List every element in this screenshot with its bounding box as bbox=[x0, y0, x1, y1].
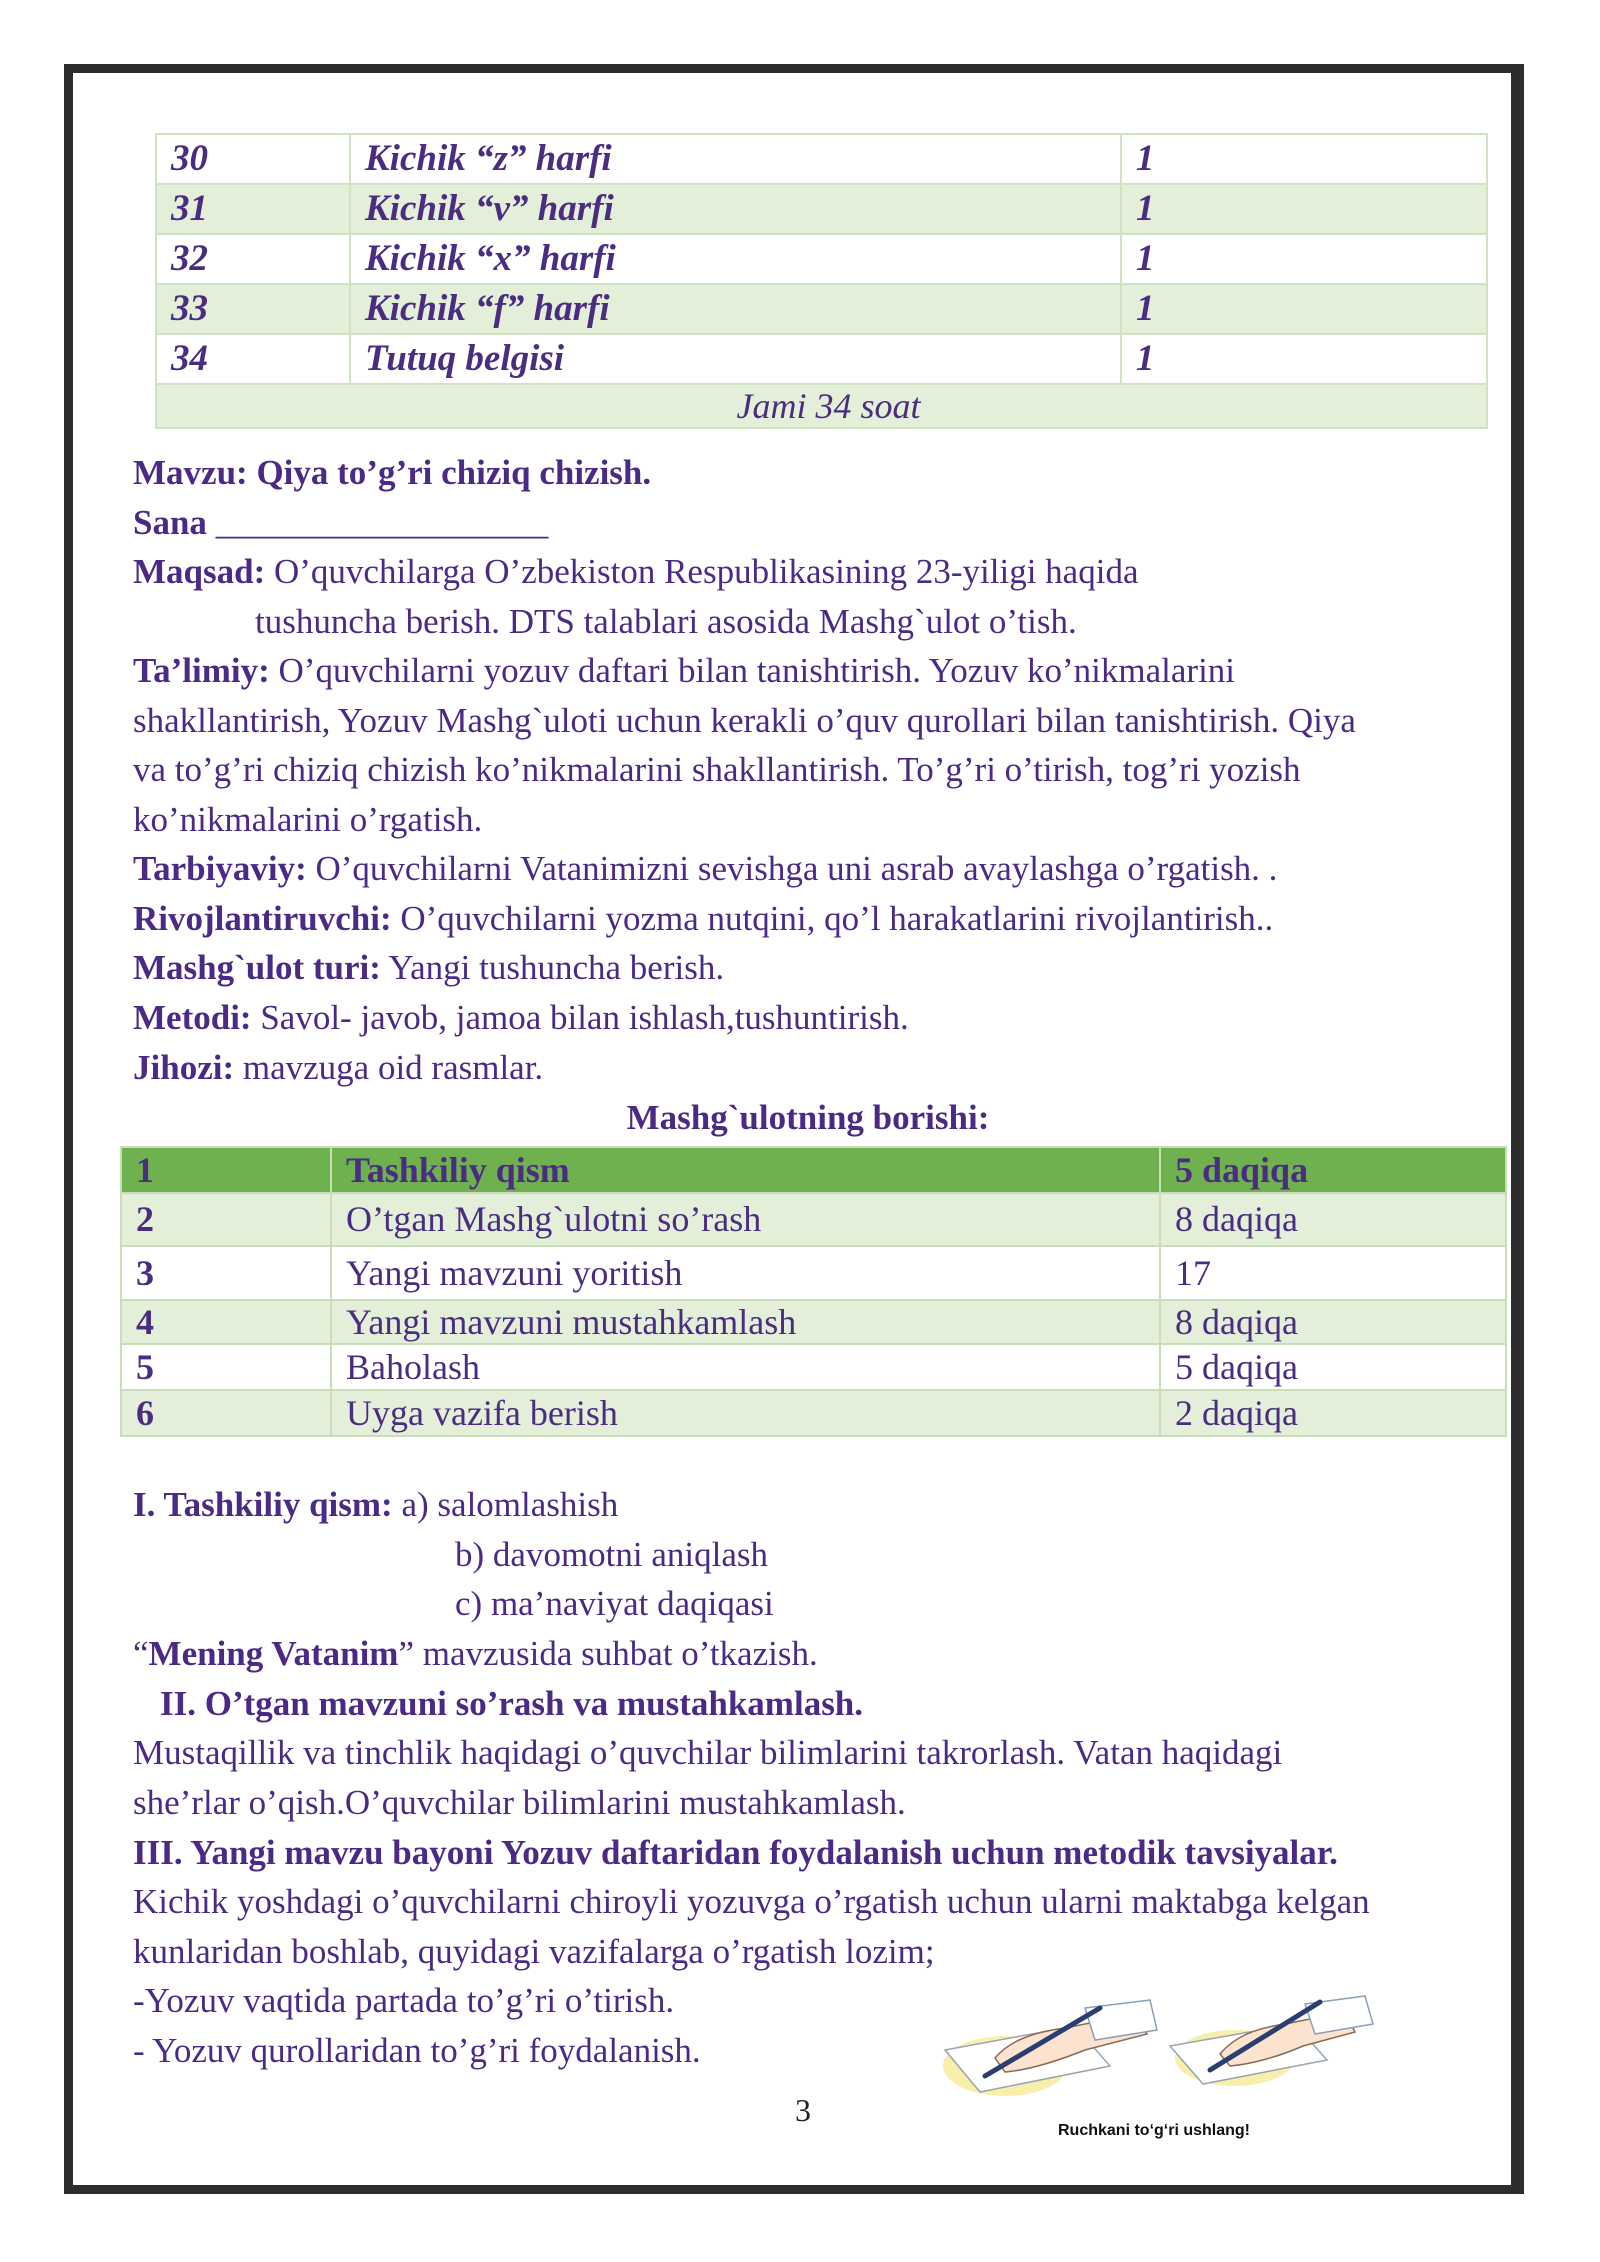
educational-text-4: ko’nikmalarini o’rgatish. bbox=[133, 800, 483, 839]
section-1-item-a: a) salomlashish bbox=[401, 1485, 619, 1524]
row-topic: Kichik “x” harfi bbox=[350, 234, 1121, 284]
table-row bbox=[121, 1193, 1506, 1246]
homeland-line bbox=[133, 1629, 818, 1679]
upbringing-text: O’quvchilarni Vatanimizni sevishga uni asrab avaylashga o’rgatish. . bbox=[315, 849, 1278, 888]
total-hours: Jami 34 soat bbox=[156, 384, 1487, 428]
section-3-item-2: - Yozuv qurollaridan to’g’ri foydalanish. bbox=[133, 2031, 701, 2070]
stage-time: 2 daqiqa bbox=[1160, 1390, 1506, 1436]
educational-text-2: shakllantirish, Yozuv Mashg`uloti uchun kerakli o’quv qurollari bilan tanishtirish. Qiya bbox=[133, 701, 1356, 740]
topic-line bbox=[133, 448, 651, 498]
goal-text-1: O’quvchilarga O’zbekiston Respublikasining 23-yiligi haqida bbox=[274, 552, 1139, 591]
row-topic: Kichik “z” harfi bbox=[350, 134, 1121, 184]
section-3-item-1: -Yozuv vaqtida partada to’g’ri o’tirish. bbox=[133, 1981, 675, 2020]
section-1-title: I. Tashkiliy qism: bbox=[133, 1485, 393, 1524]
illustration-caption: Ruchkani to‘g‘ri ushlang! bbox=[1058, 2122, 1251, 2139]
date-label: Sana bbox=[133, 503, 207, 542]
page-number: 3 bbox=[795, 2092, 811, 2128]
section-1-item-c: c) ma’naviyat daqiqasi bbox=[455, 1584, 774, 1623]
homeland-text: ” mavzusida suhbat o’tkazish. bbox=[398, 1634, 818, 1673]
stage-number: 1 bbox=[121, 1147, 331, 1193]
section-2-text-2: she’rlar o’qish.O’quvchilar bilimlarini mustahkamlash. bbox=[133, 1783, 906, 1822]
table-row bbox=[121, 1344, 1506, 1390]
stage-time: 8 daqiqa bbox=[1160, 1193, 1506, 1246]
stage-number: 4 bbox=[121, 1300, 331, 1344]
table-row bbox=[156, 184, 1487, 234]
goal-label: Maqsad: bbox=[133, 552, 266, 591]
stage-name: O’tgan Mashg`ulotni so’rash bbox=[331, 1193, 1160, 1246]
section-2-title: II. O’tgan mavzuni so’rash va mustahkamlash. bbox=[160, 1684, 864, 1723]
row-hours: 1 bbox=[1121, 234, 1487, 284]
upbringing-line bbox=[133, 844, 1277, 894]
syllabus-table bbox=[155, 133, 1488, 429]
lesson-type-text: Yangi tushuncha berish. bbox=[388, 948, 725, 987]
schedule-table bbox=[120, 1146, 1507, 1437]
section-2-text-1: Mustaqillik va tinchlik haqidagi o’quvchilar bilimlarini takrorlash. Vatan haqidagi bbox=[133, 1733, 1283, 1772]
goal-text-2: tushuncha berish. DTS talablari asosida Mashg`ulot o’tish. bbox=[255, 602, 1077, 641]
stage-time: 8 daqiqa bbox=[1160, 1300, 1506, 1344]
table-row bbox=[121, 1390, 1506, 1436]
row-number: 33 bbox=[156, 284, 350, 334]
row-number: 31 bbox=[156, 184, 350, 234]
equipment-label: Jihozi: bbox=[133, 1048, 235, 1087]
topic-value: Qiya to’g’ri chiziq chizish. bbox=[256, 453, 652, 492]
row-number: 30 bbox=[156, 134, 350, 184]
row-number: 34 bbox=[156, 334, 350, 384]
table-row bbox=[121, 1300, 1506, 1344]
topic-label: Mavzu: bbox=[133, 453, 248, 492]
stage-name: Baholash bbox=[331, 1344, 1160, 1390]
table-row bbox=[156, 234, 1487, 284]
section-1-item-b: b) davomotni aniqlash bbox=[455, 1535, 769, 1574]
educational-label: Ta’limiy: bbox=[133, 651, 270, 690]
schedule-title: Mashg`ulotning borishi: bbox=[626, 1098, 990, 1137]
row-topic: Tutuq belgisi bbox=[350, 334, 1121, 384]
row-hours: 1 bbox=[1121, 134, 1487, 184]
stage-name: Tashkiliy qism bbox=[331, 1147, 1160, 1193]
table-row bbox=[156, 284, 1487, 334]
educational-text-3: va to’g’ri chiziq chizish ko’nikmalarini shakllantirish. To’g’ri o’tirish, tog’ri yozish bbox=[133, 750, 1301, 789]
stage-number: 2 bbox=[121, 1193, 331, 1246]
date-blank: ___________________ bbox=[215, 503, 549, 542]
stage-number: 3 bbox=[121, 1246, 331, 1300]
row-hours: 1 bbox=[1121, 184, 1487, 234]
upbringing-label: Tarbiyaviy: bbox=[133, 849, 307, 888]
stage-name: Yangi mavzuni mustahkamlash bbox=[331, 1300, 1160, 1344]
table-row bbox=[156, 134, 1487, 184]
stage-time: 5 daqiqa bbox=[1160, 1344, 1506, 1390]
table-row bbox=[121, 1147, 1506, 1193]
goal-line bbox=[133, 547, 1138, 597]
stage-time: 17 bbox=[1160, 1246, 1506, 1300]
row-hours: 1 bbox=[1121, 334, 1487, 384]
developmental-text: O’quvchilarni yozma nutqini, qo’l harakatlarini rivojlantirish.. bbox=[400, 899, 1274, 938]
stage-name: Yangi mavzuni yoritish bbox=[331, 1246, 1160, 1300]
equipment-line bbox=[133, 1043, 543, 1093]
lesson-type-label: Mashg`ulot turi: bbox=[133, 948, 381, 987]
table-row bbox=[156, 334, 1487, 384]
educational-text-1: O’quvchilarni yozuv daftari bilan tanishtirish. Yozuv ko’nikmalarini bbox=[278, 651, 1236, 690]
hand-writing-illustration bbox=[935, 1988, 1395, 2118]
stage-time: 5 daqiqa bbox=[1160, 1147, 1506, 1193]
homeland-topic: Mening Vatanim bbox=[148, 1634, 399, 1673]
date-line bbox=[133, 498, 548, 548]
method-line bbox=[133, 993, 909, 1043]
section-1-line bbox=[133, 1480, 618, 1530]
row-topic: Kichik “v” harfi bbox=[350, 184, 1121, 234]
table-total-row bbox=[156, 384, 1487, 428]
stage-number: 6 bbox=[121, 1390, 331, 1436]
table-row bbox=[121, 1246, 1506, 1300]
developmental-label: Rivojlantiruvchi: bbox=[133, 899, 392, 938]
section-3-title: III. Yangi mavzu bayoni Yozuv daftaridan foydalanish uchun metodik tavsiyalar. bbox=[133, 1833, 1338, 1872]
developmental-line bbox=[133, 894, 1273, 944]
row-hours: 1 bbox=[1121, 284, 1487, 334]
stage-number: 5 bbox=[121, 1344, 331, 1390]
equipment-text: mavzuga oid rasmlar. bbox=[242, 1048, 544, 1087]
stage-name: Uyga vazifa berish bbox=[331, 1390, 1160, 1436]
lesson-type-line bbox=[133, 943, 724, 993]
section-3-text-1: Kichik yoshdagi o’quvchilarni chiroyli yozuvga o’rgatish uchun ularni maktabga kelgan bbox=[133, 1882, 1370, 1921]
method-label: Metodi: bbox=[133, 998, 252, 1037]
section-3-text-2: kunlaridan boshlab, quyidagi vazifalarga o’rgatish lozim; bbox=[133, 1932, 935, 1971]
educational-line bbox=[133, 646, 1235, 696]
method-text: Savol- javob, jamoa bilan ishlash,tushuntirish. bbox=[260, 998, 909, 1037]
row-number: 32 bbox=[156, 234, 350, 284]
row-topic: Kichik “f” harfi bbox=[350, 284, 1121, 334]
homeland-quote-open: “ bbox=[133, 1634, 149, 1673]
